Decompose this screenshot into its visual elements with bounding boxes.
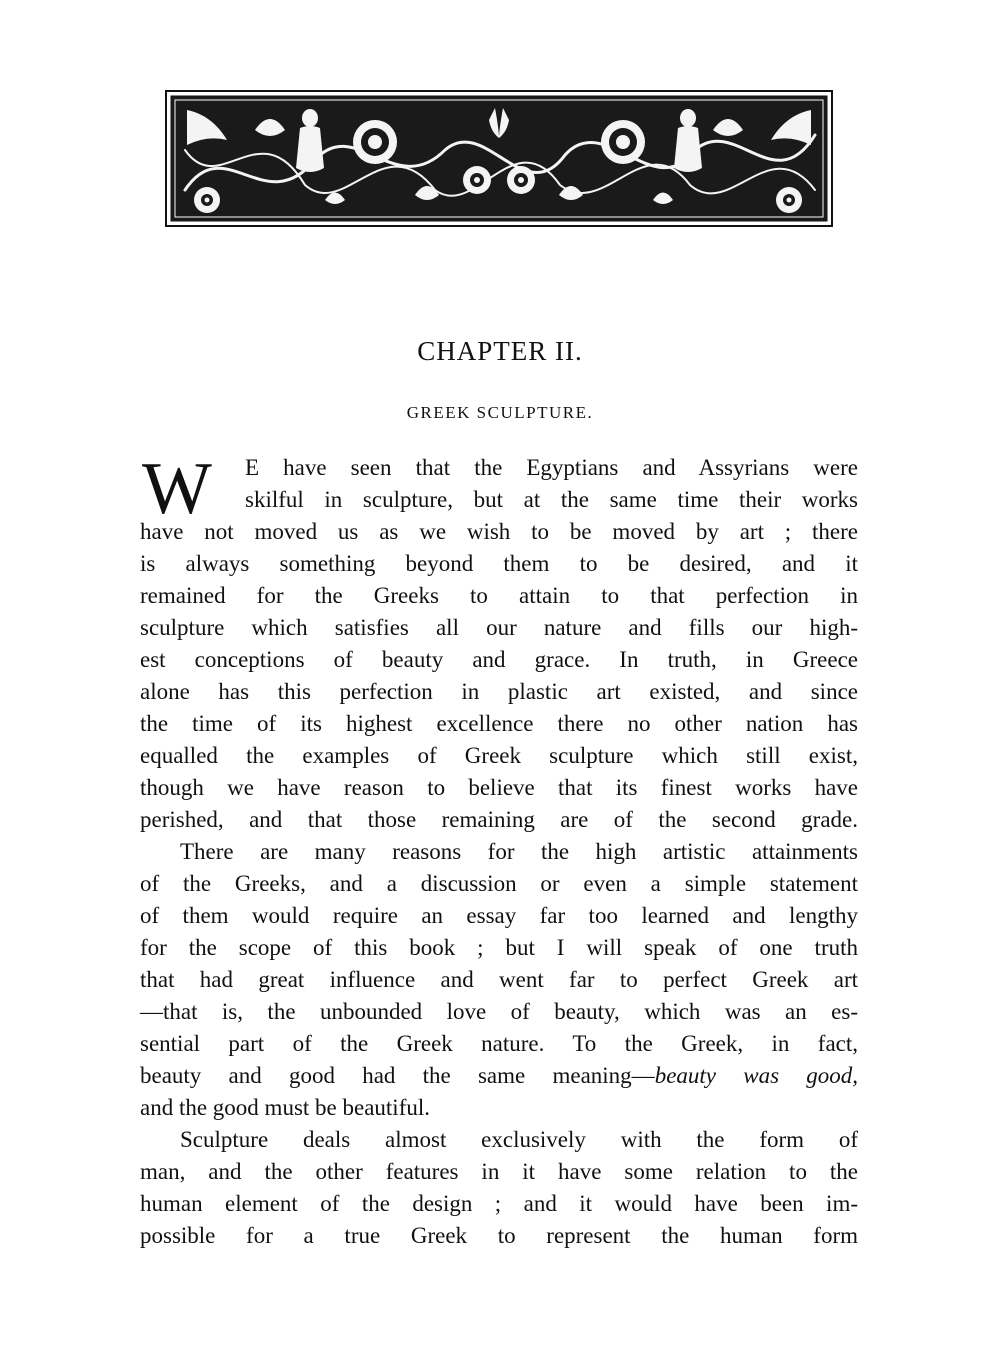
decorative-header-ornament [165,90,833,227]
text-line: There are many reasons for the high artistic attainments [180,839,858,864]
text-line: is always something beyond them to be desired, and it [140,551,858,576]
text-line: of the Greeks, and a discussion or even a simple statement [140,871,858,896]
text-line: sculpture which satisfies all our nature and fills our high- [140,615,858,640]
text-line: for the scope of this book ; but I will speak of one truth [140,935,858,960]
text-line: E have seen that the Egyptians and Assyrians were [245,455,858,480]
text-line: perished, and that those remaining are of the second grade. [140,807,858,832]
text-line: man, and the other features in it have some relation to the [140,1159,858,1184]
text-line: alone has this perfection in plastic art existed, and since [140,679,858,704]
text-span: beauty and good had the same meaning— [140,1063,655,1088]
drop-cap: W [142,448,212,530]
text-line: and the good must be beautiful. [140,1095,430,1120]
text-line: though we have reason to believe that its finest works have [140,775,858,800]
text-line: —that is, the unbounded love of beauty, which was an es- [140,999,858,1024]
text-line-with-italic [140,1060,858,1092]
italic-phrase: beauty was good, [654,1063,859,1088]
text-line: sential part of the Greek nature. To the Greek, in fact, [140,1031,858,1056]
text-line: that had great influence and went far to perfect Greek art [140,967,858,992]
text-line: Sculpture deals almost exclusively with the form of [180,1127,858,1152]
text-line: equalled the examples of Greek sculpture which still exist, [140,743,858,768]
text-line: human element of the design ; and it would have been im- [140,1191,858,1216]
text-line: skilful in sculpture, but at the same time their works [245,487,858,512]
text-line: have not moved us as we wish to be moved by art ; there [140,519,858,544]
section-title: GREEK SCULPTURE. [406,403,594,422]
text-line: of them would require an essay far too learned and lengthy [140,903,858,928]
text-line: possible for a true Greek to represent the human form [140,1223,858,1248]
chapter-title: CHAPTER II. [417,336,583,366]
text-line: remained for the Greeks to attain to that perfection in [140,583,858,608]
text-line: est conceptions of beauty and grace. In truth, in Greece [140,647,858,672]
text-line: the time of its highest excellence there no other nation has [140,711,858,736]
body-text [140,448,859,1252]
